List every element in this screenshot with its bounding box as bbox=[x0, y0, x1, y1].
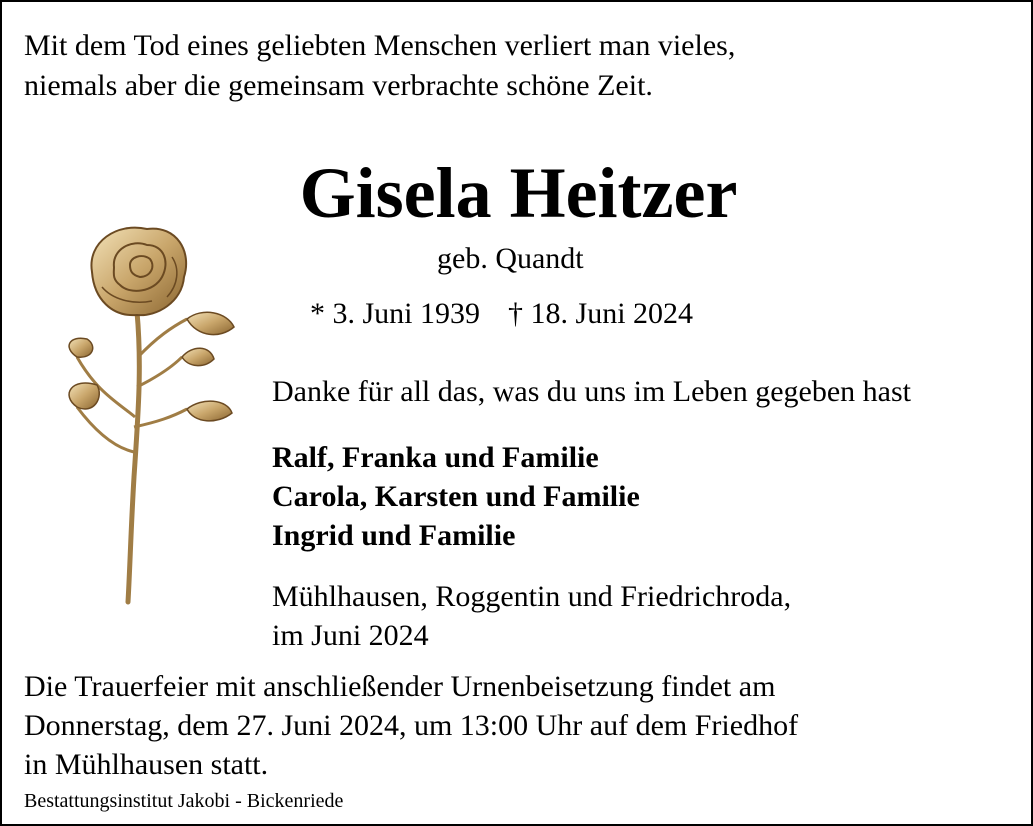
place-line-1: Mühlhausen, Roggentin und Friedrichroda, bbox=[272, 580, 792, 613]
ceremony-line-1: Die Trauerfeier mit anschließender Urnenbeisetzung findet am bbox=[24, 670, 776, 703]
birth-date: * 3. Juni 1939 bbox=[310, 297, 481, 330]
place-line-2: im Juni 2024 bbox=[272, 619, 429, 652]
mourner-item: Ingrid und Familie bbox=[272, 519, 516, 552]
mourners-list bbox=[272, 438, 640, 555]
mourner-item: Ralf, Franka und Familie bbox=[272, 441, 599, 474]
undertaker-credit: Bestattungsinstitut Jakobi - Bickenriede bbox=[24, 790, 344, 812]
ceremony-line-3: in Mühlhausen statt. bbox=[24, 748, 269, 781]
ceremony-line-2: Donnerstag, dem 27. Juni 2024, um 13:00 Uhr auf dem Friedhof bbox=[24, 709, 799, 742]
ceremony-info bbox=[24, 667, 798, 784]
quote-line-1: Mit dem Tod eines geliebten Menschen verliert man vieles, bbox=[24, 29, 736, 62]
quote-line-2: niemals aber die gemeinsam verbrachte schöne Zeit. bbox=[24, 69, 653, 102]
mourner-item: Carola, Karsten und Familie bbox=[272, 480, 640, 513]
deceased-name: Gisela Heitzer bbox=[299, 153, 738, 233]
thanks-line: Danke für all das, was du uns im Leben gegeben hast bbox=[272, 375, 911, 408]
opening-quote bbox=[24, 26, 735, 106]
rose-illustration bbox=[42, 217, 252, 617]
maiden-name: geb. Quandt bbox=[437, 242, 584, 275]
death-date: † 18. Juni 2024 bbox=[508, 297, 694, 330]
life-dates bbox=[310, 294, 693, 334]
place-and-date bbox=[272, 577, 791, 655]
